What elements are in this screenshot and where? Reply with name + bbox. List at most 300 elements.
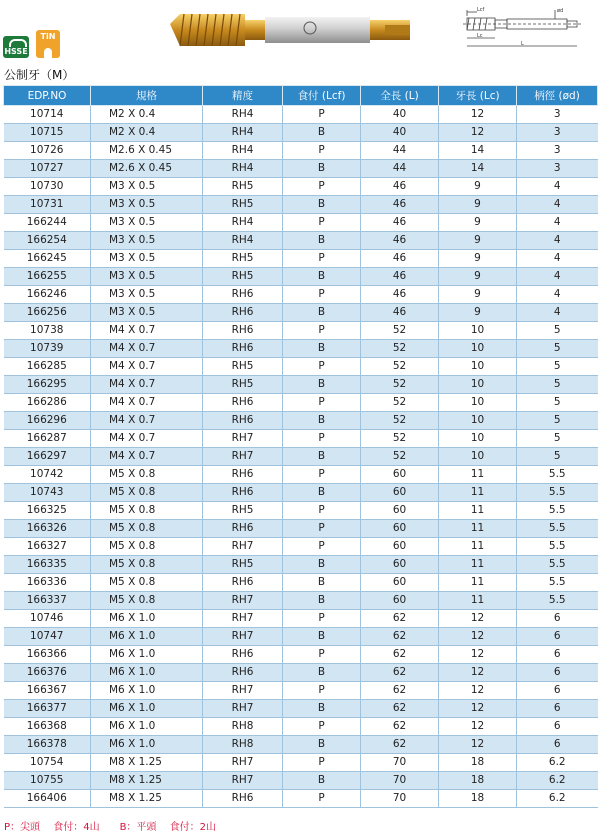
thread-length-cell: 12 [439,628,517,646]
edp-no-cell: 166295 [4,376,91,394]
overall-length-cell: 60 [361,556,439,574]
thread-length-cell: 12 [439,682,517,700]
chamfer-cell: P [283,394,361,412]
header-precision: 精度 [203,86,283,106]
spec-cell: M6 X 1.0 [91,664,203,682]
thread-length-cell: 9 [439,250,517,268]
chamfer-cell: B [283,376,361,394]
overall-length-cell: 40 [361,124,439,142]
table-row [4,394,598,412]
edp-no-cell: 10714 [4,106,91,124]
overall-length-cell: 60 [361,520,439,538]
table-row [4,754,598,772]
table-row [4,232,598,250]
chamfer-cell: P [283,718,361,736]
shank-diameter-cell: 4 [517,286,598,304]
edp-no-cell: 166326 [4,520,91,538]
chamfer-cell: B [283,160,361,178]
overall-length-cell: 62 [361,646,439,664]
shank-diameter-cell: 3 [517,124,598,142]
edp-no-cell: 10730 [4,178,91,196]
thread-length-cell: 11 [439,520,517,538]
thread-length-cell: 9 [439,232,517,250]
table-row [4,484,598,502]
edp-no-cell: 166246 [4,286,91,304]
thread-length-cell: 12 [439,646,517,664]
thread-length-cell: 10 [439,376,517,394]
spec-cell: M5 X 0.8 [91,538,203,556]
spec-cell: M3 X 0.5 [91,232,203,250]
table-row [4,790,598,808]
shank-diameter-cell: 5.5 [517,502,598,520]
shank-diameter-cell: 5.5 [517,484,598,502]
spec-cell: M8 X 1.25 [91,790,203,808]
chamfer-cell: B [283,556,361,574]
precision-cell: RH5 [203,250,283,268]
spec-cell: M4 X 0.7 [91,376,203,394]
table-row [4,160,598,178]
chamfer-cell: B [283,736,361,754]
edp-no-cell: 166406 [4,790,91,808]
shank-diameter-cell: 5.5 [517,538,598,556]
table-row [4,520,598,538]
edp-no-cell: 166296 [4,412,91,430]
shank-diameter-cell: 3 [517,142,598,160]
shank-diameter-cell: 5 [517,358,598,376]
edp-no-cell: 10747 [4,628,91,646]
overall-length-cell: 62 [361,700,439,718]
edp-no-cell: 166255 [4,268,91,286]
thread-length-cell: 10 [439,430,517,448]
shank-diameter-cell: 3 [517,160,598,178]
chamfer-cell: P [283,106,361,124]
chamfer-cell: B [283,628,361,646]
precision-cell: RH6 [203,466,283,484]
chamfer-cell: P [283,142,361,160]
shank-diameter-cell: 4 [517,250,598,268]
overall-length-cell: 60 [361,466,439,484]
chamfer-cell: P [283,610,361,628]
header-thread-length: 牙長 (Lc) [439,86,517,106]
shank-diameter-cell: 5.5 [517,556,598,574]
spec-cell: M3 X 0.5 [91,196,203,214]
spec-cell: M3 X 0.5 [91,214,203,232]
edp-no-cell: 166337 [4,592,91,610]
precision-cell: RH7 [203,754,283,772]
precision-cell: RH7 [203,772,283,790]
chamfer-cell: B [283,268,361,286]
table-row [4,106,598,124]
chamfer-cell: B [283,700,361,718]
chamfer-cell: P [283,322,361,340]
spec-cell: M4 X 0.7 [91,448,203,466]
thread-length-cell: 10 [439,358,517,376]
table-row [4,736,598,754]
chamfer-cell: B [283,304,361,322]
shank-diameter-cell: 5.5 [517,466,598,484]
edp-no-cell: 166285 [4,358,91,376]
edp-no-cell: 10727 [4,160,91,178]
thread-length-cell: 10 [439,394,517,412]
edp-no-cell: 166335 [4,556,91,574]
edp-no-cell: 10743 [4,484,91,502]
thread-length-cell: 14 [439,142,517,160]
chamfer-cell: P [283,754,361,772]
edp-no-cell: 166287 [4,430,91,448]
spec-cell: M4 X 0.7 [91,430,203,448]
overall-length-cell: 52 [361,430,439,448]
chamfer-cell: P [283,250,361,268]
overall-length-cell: 46 [361,178,439,196]
edp-no-cell: 166286 [4,394,91,412]
shank-diameter-cell: 5 [517,448,598,466]
shank-diameter-cell: 4 [517,196,598,214]
table-row [4,430,598,448]
precision-cell: RH7 [203,448,283,466]
thread-length-cell: 11 [439,592,517,610]
chamfer-cell: P [283,520,361,538]
table-row [4,700,598,718]
edp-no-cell: 166297 [4,448,91,466]
overall-length-cell: 60 [361,592,439,610]
precision-cell: RH7 [203,628,283,646]
spec-cell: M3 X 0.5 [91,178,203,196]
edp-no-cell: 166256 [4,304,91,322]
shank-diameter-cell: 5 [517,322,598,340]
shank-diameter-cell: 5.5 [517,520,598,538]
edp-no-cell: 10754 [4,754,91,772]
table-row [4,502,598,520]
overall-length-cell: 44 [361,142,439,160]
spec-cell: M3 X 0.5 [91,268,203,286]
table-row [4,412,598,430]
overall-length-cell: 52 [361,358,439,376]
precision-cell: RH6 [203,790,283,808]
precision-cell: RH5 [203,376,283,394]
spec-cell: M2 X 0.4 [91,106,203,124]
edp-no-cell: 10739 [4,340,91,358]
thread-length-cell: 12 [439,610,517,628]
spec-cell: M6 X 1.0 [91,610,203,628]
shank-diameter-cell: 6 [517,646,598,664]
edp-no-cell: 166245 [4,250,91,268]
tap-product-photo [160,4,430,56]
table-row [4,538,598,556]
spec-cell: M3 X 0.5 [91,304,203,322]
precision-cell: RH6 [203,664,283,682]
chamfer-cell: B [283,196,361,214]
overall-length-cell: 46 [361,304,439,322]
table-row [4,646,598,664]
chamfer-cell: P [283,214,361,232]
overall-length-cell: 62 [361,682,439,700]
tin-badge-label: TiN [40,32,56,41]
shank-diameter-cell: 5 [517,412,598,430]
chamfer-cell: B [283,484,361,502]
precision-cell: RH7 [203,700,283,718]
overall-length-cell: 52 [361,340,439,358]
shank-diameter-cell: 3 [517,106,598,124]
shank-diameter-cell: 5.5 [517,574,598,592]
shank-diameter-cell: 6 [517,700,598,718]
precision-cell: RH6 [203,304,283,322]
precision-cell: RH4 [203,160,283,178]
edp-no-cell: 166325 [4,502,91,520]
spec-cell: M4 X 0.7 [91,322,203,340]
edp-no-cell: 166336 [4,574,91,592]
drawing-lcf-label: Lcf [477,7,485,13]
overall-length-cell: 70 [361,790,439,808]
thread-length-cell: 12 [439,700,517,718]
edp-no-cell: 10715 [4,124,91,142]
tin-badge [36,30,60,58]
chamfer-cell: P [283,538,361,556]
header-overall-length: 全長 (L) [361,86,439,106]
spec-cell: M4 X 0.7 [91,340,203,358]
spec-cell: M5 X 0.8 [91,592,203,610]
shank-diameter-cell: 6.2 [517,772,598,790]
table-header-row [4,86,598,106]
thread-length-cell: 11 [439,484,517,502]
spec-cell: M4 X 0.7 [91,394,203,412]
spec-cell: M2 X 0.4 [91,124,203,142]
chamfer-cell: B [283,448,361,466]
spec-cell: M6 X 1.0 [91,628,203,646]
precision-cell: RH5 [203,502,283,520]
precision-cell: RH5 [203,196,283,214]
overall-length-cell: 46 [361,196,439,214]
table-row [4,358,598,376]
table-row [4,304,598,322]
thread-length-cell: 9 [439,214,517,232]
table-row [4,772,598,790]
overall-length-cell: 60 [361,502,439,520]
table-row [4,340,598,358]
thread-length-cell: 9 [439,286,517,304]
spec-cell: M6 X 1.0 [91,718,203,736]
thread-length-cell: 10 [439,412,517,430]
thread-length-cell: 11 [439,466,517,484]
chamfer-cell: B [283,232,361,250]
edp-no-cell: 10726 [4,142,91,160]
edp-no-cell: 166244 [4,214,91,232]
overall-length-cell: 70 [361,772,439,790]
spec-cell: M8 X 1.25 [91,772,203,790]
precision-cell: RH7 [203,592,283,610]
table-row [4,448,598,466]
thread-length-cell: 11 [439,538,517,556]
table-row [4,286,598,304]
thread-length-cell: 18 [439,772,517,790]
shank-diameter-cell: 5 [517,430,598,448]
table-row [4,574,598,592]
section-title: 公制牙（M） [4,68,75,82]
chamfer-cell: P [283,466,361,484]
precision-cell: RH8 [203,736,283,754]
thread-length-cell: 9 [439,178,517,196]
shank-diameter-cell: 6 [517,736,598,754]
shank-diameter-cell: 4 [517,178,598,196]
overall-length-cell: 46 [361,250,439,268]
thread-length-cell: 9 [439,196,517,214]
table-row [4,628,598,646]
chamfer-cell: B [283,574,361,592]
precision-cell: RH7 [203,682,283,700]
precision-cell: RH5 [203,178,283,196]
spec-cell: M6 X 1.0 [91,682,203,700]
spec-cell: M2.6 X 0.45 [91,160,203,178]
overall-length-cell: 52 [361,322,439,340]
chamfer-cell: P [283,358,361,376]
table-row [4,196,598,214]
header-spec: 規格 [91,86,203,106]
tap-spec-table [3,85,598,808]
drawing-od-label: ød [557,8,564,14]
thread-length-cell: 12 [439,718,517,736]
edp-no-cell: 166376 [4,664,91,682]
shank-diameter-cell: 6.2 [517,790,598,808]
shank-diameter-cell: 6 [517,664,598,682]
table-row [4,376,598,394]
chamfer-cell: B [283,592,361,610]
chamfer-cell: B [283,664,361,682]
shank-diameter-cell: 4 [517,268,598,286]
shank-diameter-cell: 6 [517,718,598,736]
thread-length-cell: 12 [439,124,517,142]
table-row [4,718,598,736]
overall-length-cell: 40 [361,106,439,124]
drawing-l-label: L [521,41,524,47]
thread-length-cell: 12 [439,106,517,124]
spec-cell: M5 X 0.8 [91,466,203,484]
table-row [4,322,598,340]
table-row [4,466,598,484]
chamfer-cell: P [283,178,361,196]
overall-length-cell: 52 [361,412,439,430]
table-body [4,106,598,808]
precision-cell: RH5 [203,268,283,286]
thread-length-cell: 14 [439,160,517,178]
chamfer-cell: P [283,790,361,808]
precision-cell: RH5 [203,358,283,376]
shank-diameter-cell: 4 [517,214,598,232]
precision-cell: RH7 [203,430,283,448]
table-row [4,592,598,610]
spec-cell: M3 X 0.5 [91,250,203,268]
shank-diameter-cell: 5 [517,376,598,394]
hsse-badge-label: HSSE [4,47,28,56]
edp-no-cell: 10746 [4,610,91,628]
edp-no-cell: 166378 [4,736,91,754]
chamfer-cell: B [283,412,361,430]
spec-cell: M3 X 0.5 [91,286,203,304]
thread-length-cell: 11 [439,556,517,574]
thread-length-cell: 9 [439,304,517,322]
thread-length-cell: 10 [439,448,517,466]
overall-length-cell: 52 [361,376,439,394]
precision-cell: RH5 [203,556,283,574]
catalog-header [0,0,600,86]
edp-no-cell: 166367 [4,682,91,700]
overall-length-cell: 46 [361,286,439,304]
chamfer-cell: P [283,286,361,304]
edp-no-cell: 10738 [4,322,91,340]
spec-cell: M6 X 1.0 [91,736,203,754]
edp-no-cell: 166327 [4,538,91,556]
table-row [4,268,598,286]
table-row [4,178,598,196]
edp-no-cell: 166368 [4,718,91,736]
overall-length-cell: 52 [361,394,439,412]
edp-no-cell: 166254 [4,232,91,250]
spec-cell: M5 X 0.8 [91,484,203,502]
thread-length-cell: 11 [439,502,517,520]
edp-no-cell: 10731 [4,196,91,214]
precision-cell: RH6 [203,574,283,592]
precision-cell: RH4 [203,232,283,250]
spec-cell: M5 X 0.8 [91,502,203,520]
precision-cell: RH4 [203,142,283,160]
thread-length-cell: 9 [439,268,517,286]
spec-cell: M4 X 0.7 [91,358,203,376]
shank-diameter-cell: 5.5 [517,592,598,610]
shank-diameter-cell: 5 [517,340,598,358]
spec-cell: M5 X 0.8 [91,520,203,538]
precision-cell: RH6 [203,394,283,412]
edp-no-cell: 10742 [4,466,91,484]
overall-length-cell: 60 [361,484,439,502]
chamfer-cell: B [283,772,361,790]
overall-length-cell: 70 [361,754,439,772]
precision-cell: RH7 [203,610,283,628]
shank-diameter-cell: 6 [517,610,598,628]
spec-cell: M8 X 1.25 [91,754,203,772]
chamfer-cell: B [283,340,361,358]
table-row [4,664,598,682]
precision-cell: RH4 [203,124,283,142]
table-row [4,556,598,574]
spec-cell: M6 X 1.0 [91,700,203,718]
table-row [4,610,598,628]
overall-length-cell: 46 [361,232,439,250]
overall-length-cell: 46 [361,214,439,232]
overall-length-cell: 62 [361,628,439,646]
precision-cell: RH6 [203,484,283,502]
table-row [4,250,598,268]
shank-diameter-cell: 4 [517,232,598,250]
overall-length-cell: 52 [361,448,439,466]
precision-cell: RH6 [203,286,283,304]
precision-cell: RH4 [203,214,283,232]
thread-length-cell: 12 [439,664,517,682]
chamfer-cell: P [283,646,361,664]
table-row [4,142,598,160]
precision-cell: RH6 [203,340,283,358]
edp-no-cell: 10755 [4,772,91,790]
overall-length-cell: 62 [361,736,439,754]
spec-cell: M4 X 0.7 [91,412,203,430]
precision-cell: RH6 [203,520,283,538]
overall-length-cell: 60 [361,574,439,592]
spec-cell: M2.6 X 0.45 [91,142,203,160]
tap-dimension-drawing [455,4,595,54]
header-edp-no: EDP.NO [4,86,91,106]
thread-length-cell: 11 [439,574,517,592]
overall-length-cell: 62 [361,664,439,682]
overall-length-cell: 62 [361,610,439,628]
overall-length-cell: 44 [361,160,439,178]
shank-diameter-cell: 4 [517,304,598,322]
